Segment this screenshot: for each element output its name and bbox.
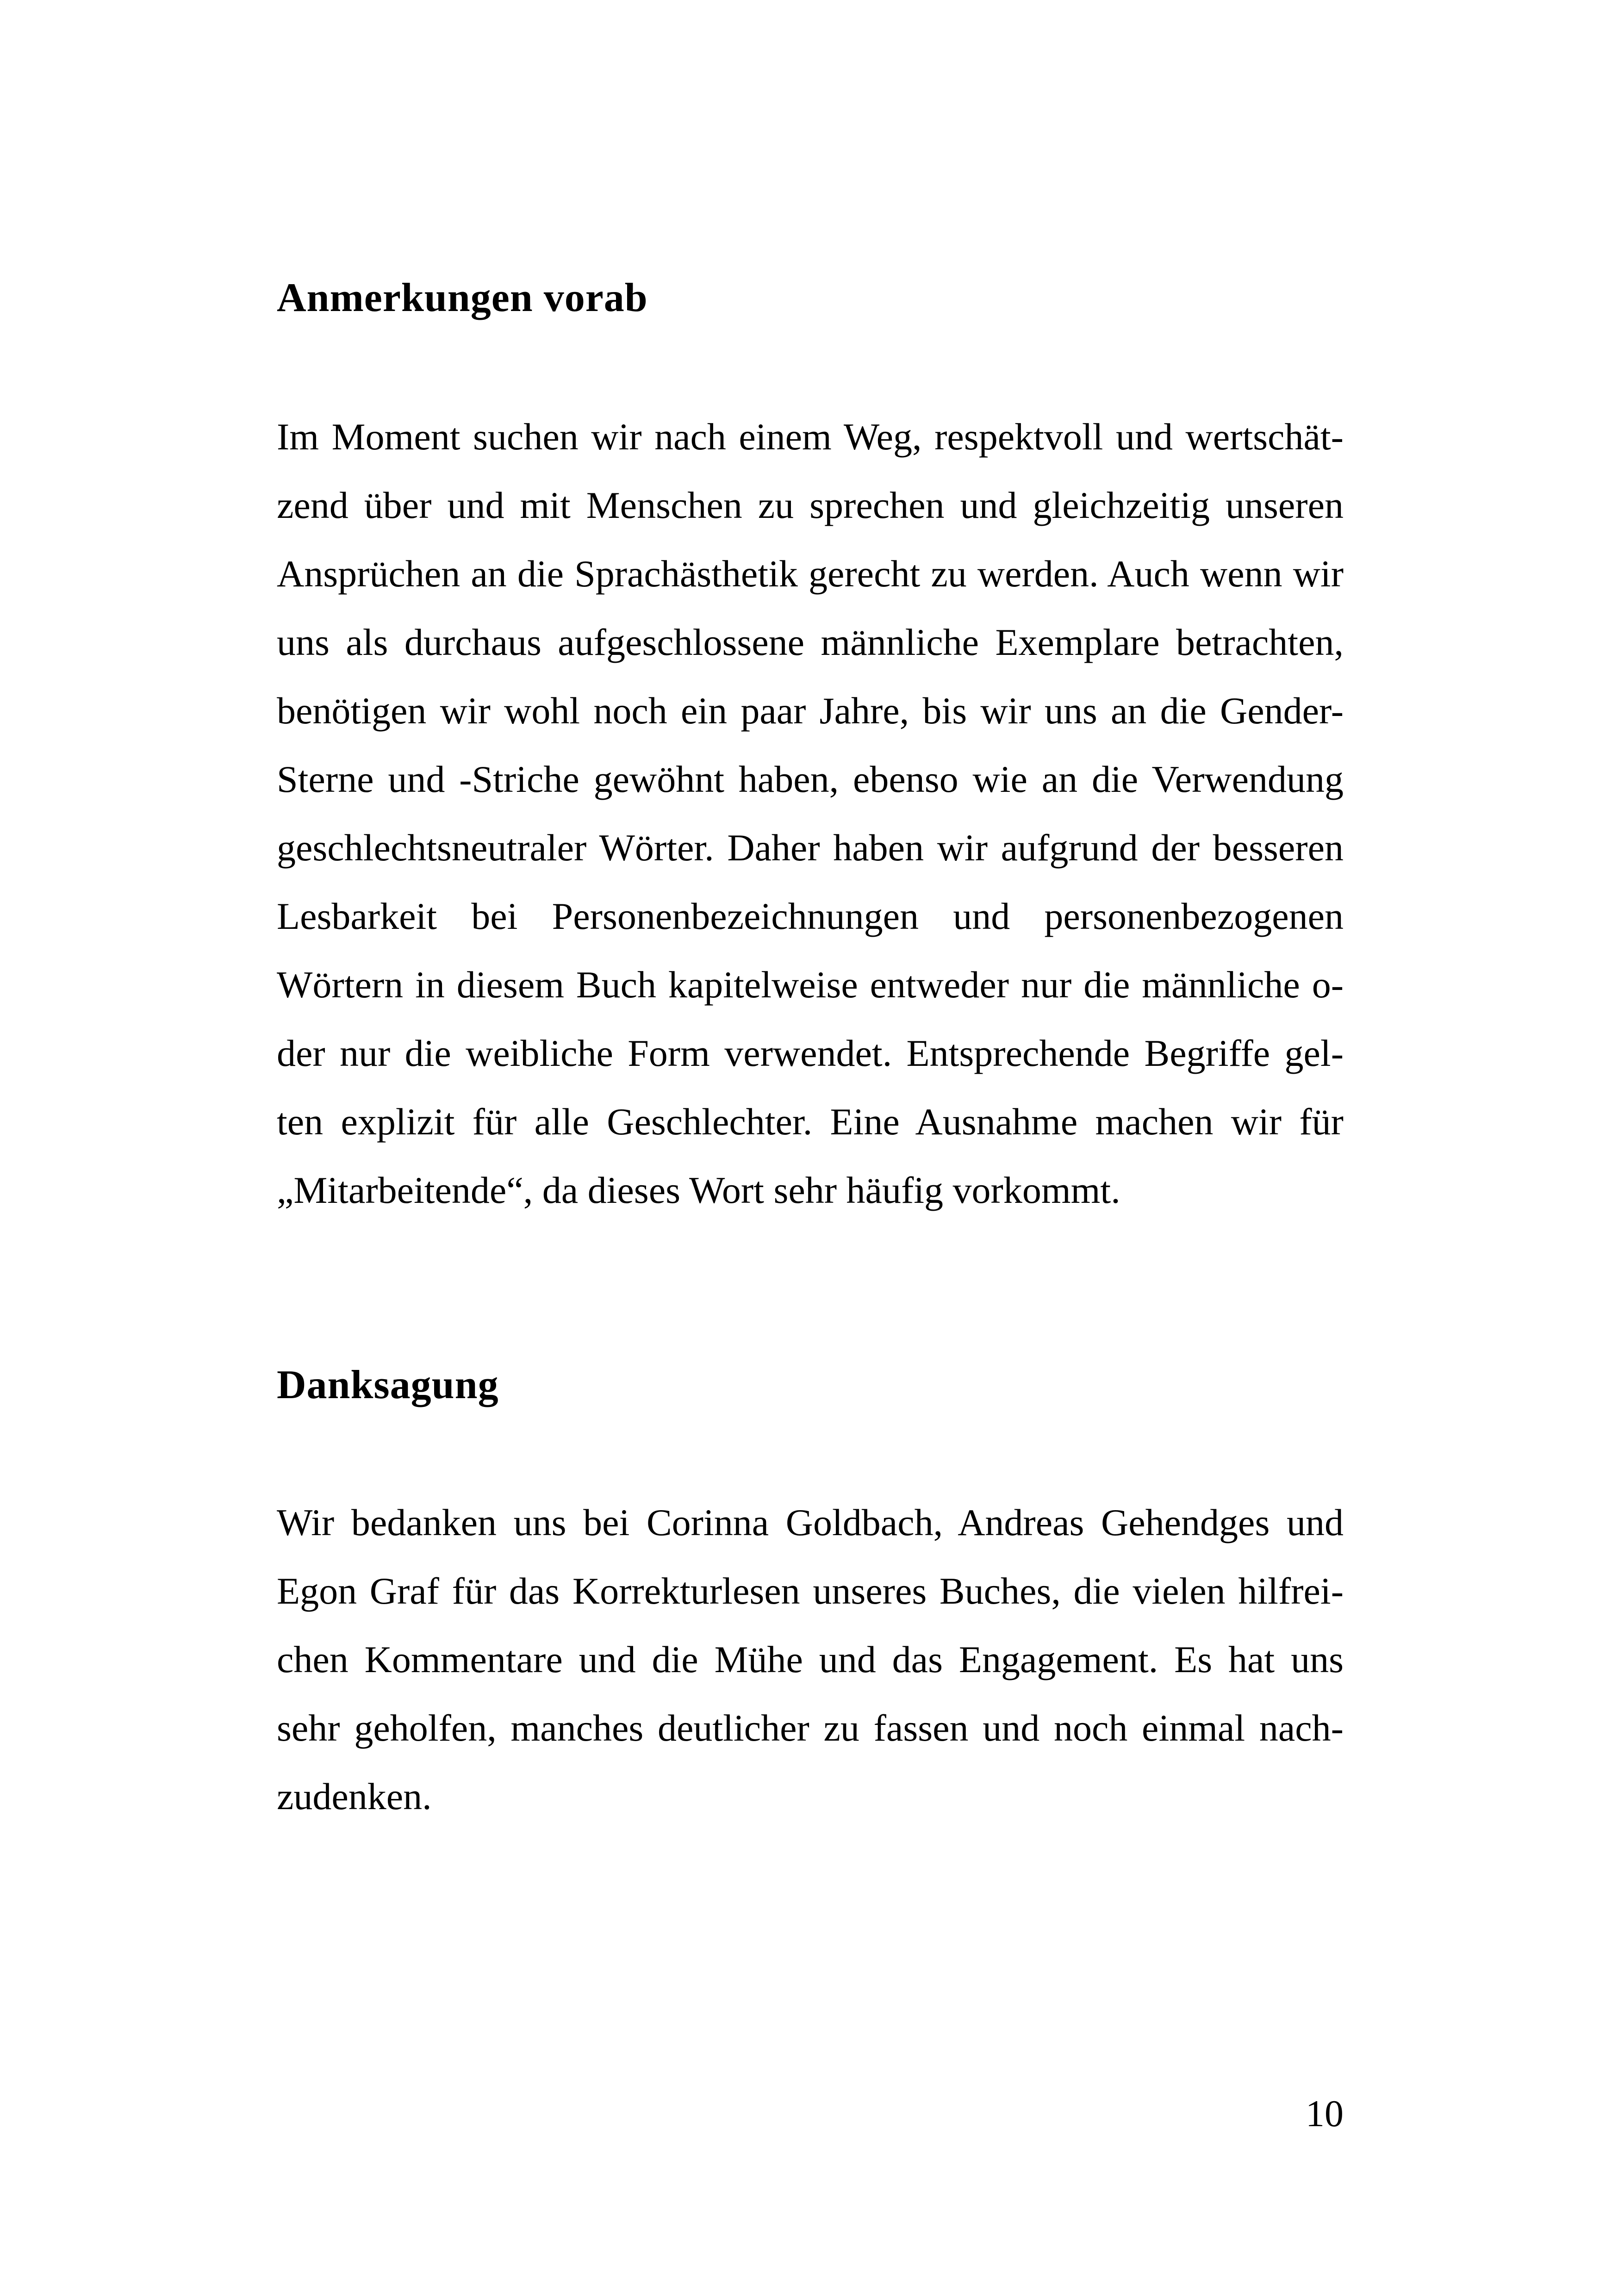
paragraph-danksagung — [277, 1488, 1344, 1831]
text-line: Wir bedanken uns bei Corinna Goldbach, Andreas Gehendges und — [277, 1501, 1344, 1543]
text-line: zend über und mit Menschen zu sprechen und gleichzeitig unseren — [277, 484, 1344, 526]
text-line: Im Moment suchen wir nach einem Weg, respektvoll und wertschät- — [277, 416, 1344, 458]
text-line: uns als durchaus aufgeschlossene männliche Exemplare betrachten, — [277, 621, 1344, 663]
text-line: ten explizit für alle Geschlechter. Eine Ausnahme machen wir für — [277, 1101, 1344, 1143]
text-line: Lesbarkeit bei Personenbezeichnungen und personenbezogenen — [277, 895, 1344, 937]
text-line: sehr geholfen, manches deutlicher zu fassen und noch einmal nach- — [277, 1707, 1344, 1749]
text-line: geschlechtsneutraler Wörter. Daher haben wir aufgrund der besseren — [277, 827, 1344, 869]
text-line: Ansprüchen an die Sprachästhetik gerecht zu werden. Auch wenn wir — [277, 553, 1344, 595]
text-line: chen Kommentare und die Mühe und das Engagement. Es hat uns — [277, 1638, 1344, 1680]
text-line: Wörtern in diesem Buch kapitelweise entweder nur die männliche o- — [277, 964, 1344, 1006]
section-heading-anmerkungen-vorab: Anmerkungen vorab — [277, 275, 648, 320]
section-heading-danksagung: Danksagung — [277, 1363, 499, 1407]
paragraph-anmerkungen-vorab — [277, 403, 1344, 1225]
page-number: 10 — [1306, 2092, 1344, 2134]
text-line: Sterne und -Striche gewöhnt haben, ebenso wie an die Verwendung — [277, 758, 1344, 800]
text-line: Egon Graf für das Korrekturlesen unseres Buches, die vielen hilfrei- — [277, 1570, 1344, 1612]
text-line: zudenken. — [277, 1775, 432, 1817]
text-line: „Mitarbeitende“, da dieses Wort sehr häufig vorkommt. — [277, 1169, 1120, 1211]
text-line: der nur die weibliche Form verwendet. Entsprechende Begriffe gel- — [277, 1032, 1344, 1074]
text-line: benötigen wir wohl noch ein paar Jahre, bis wir uns an die Gender- — [277, 690, 1344, 732]
